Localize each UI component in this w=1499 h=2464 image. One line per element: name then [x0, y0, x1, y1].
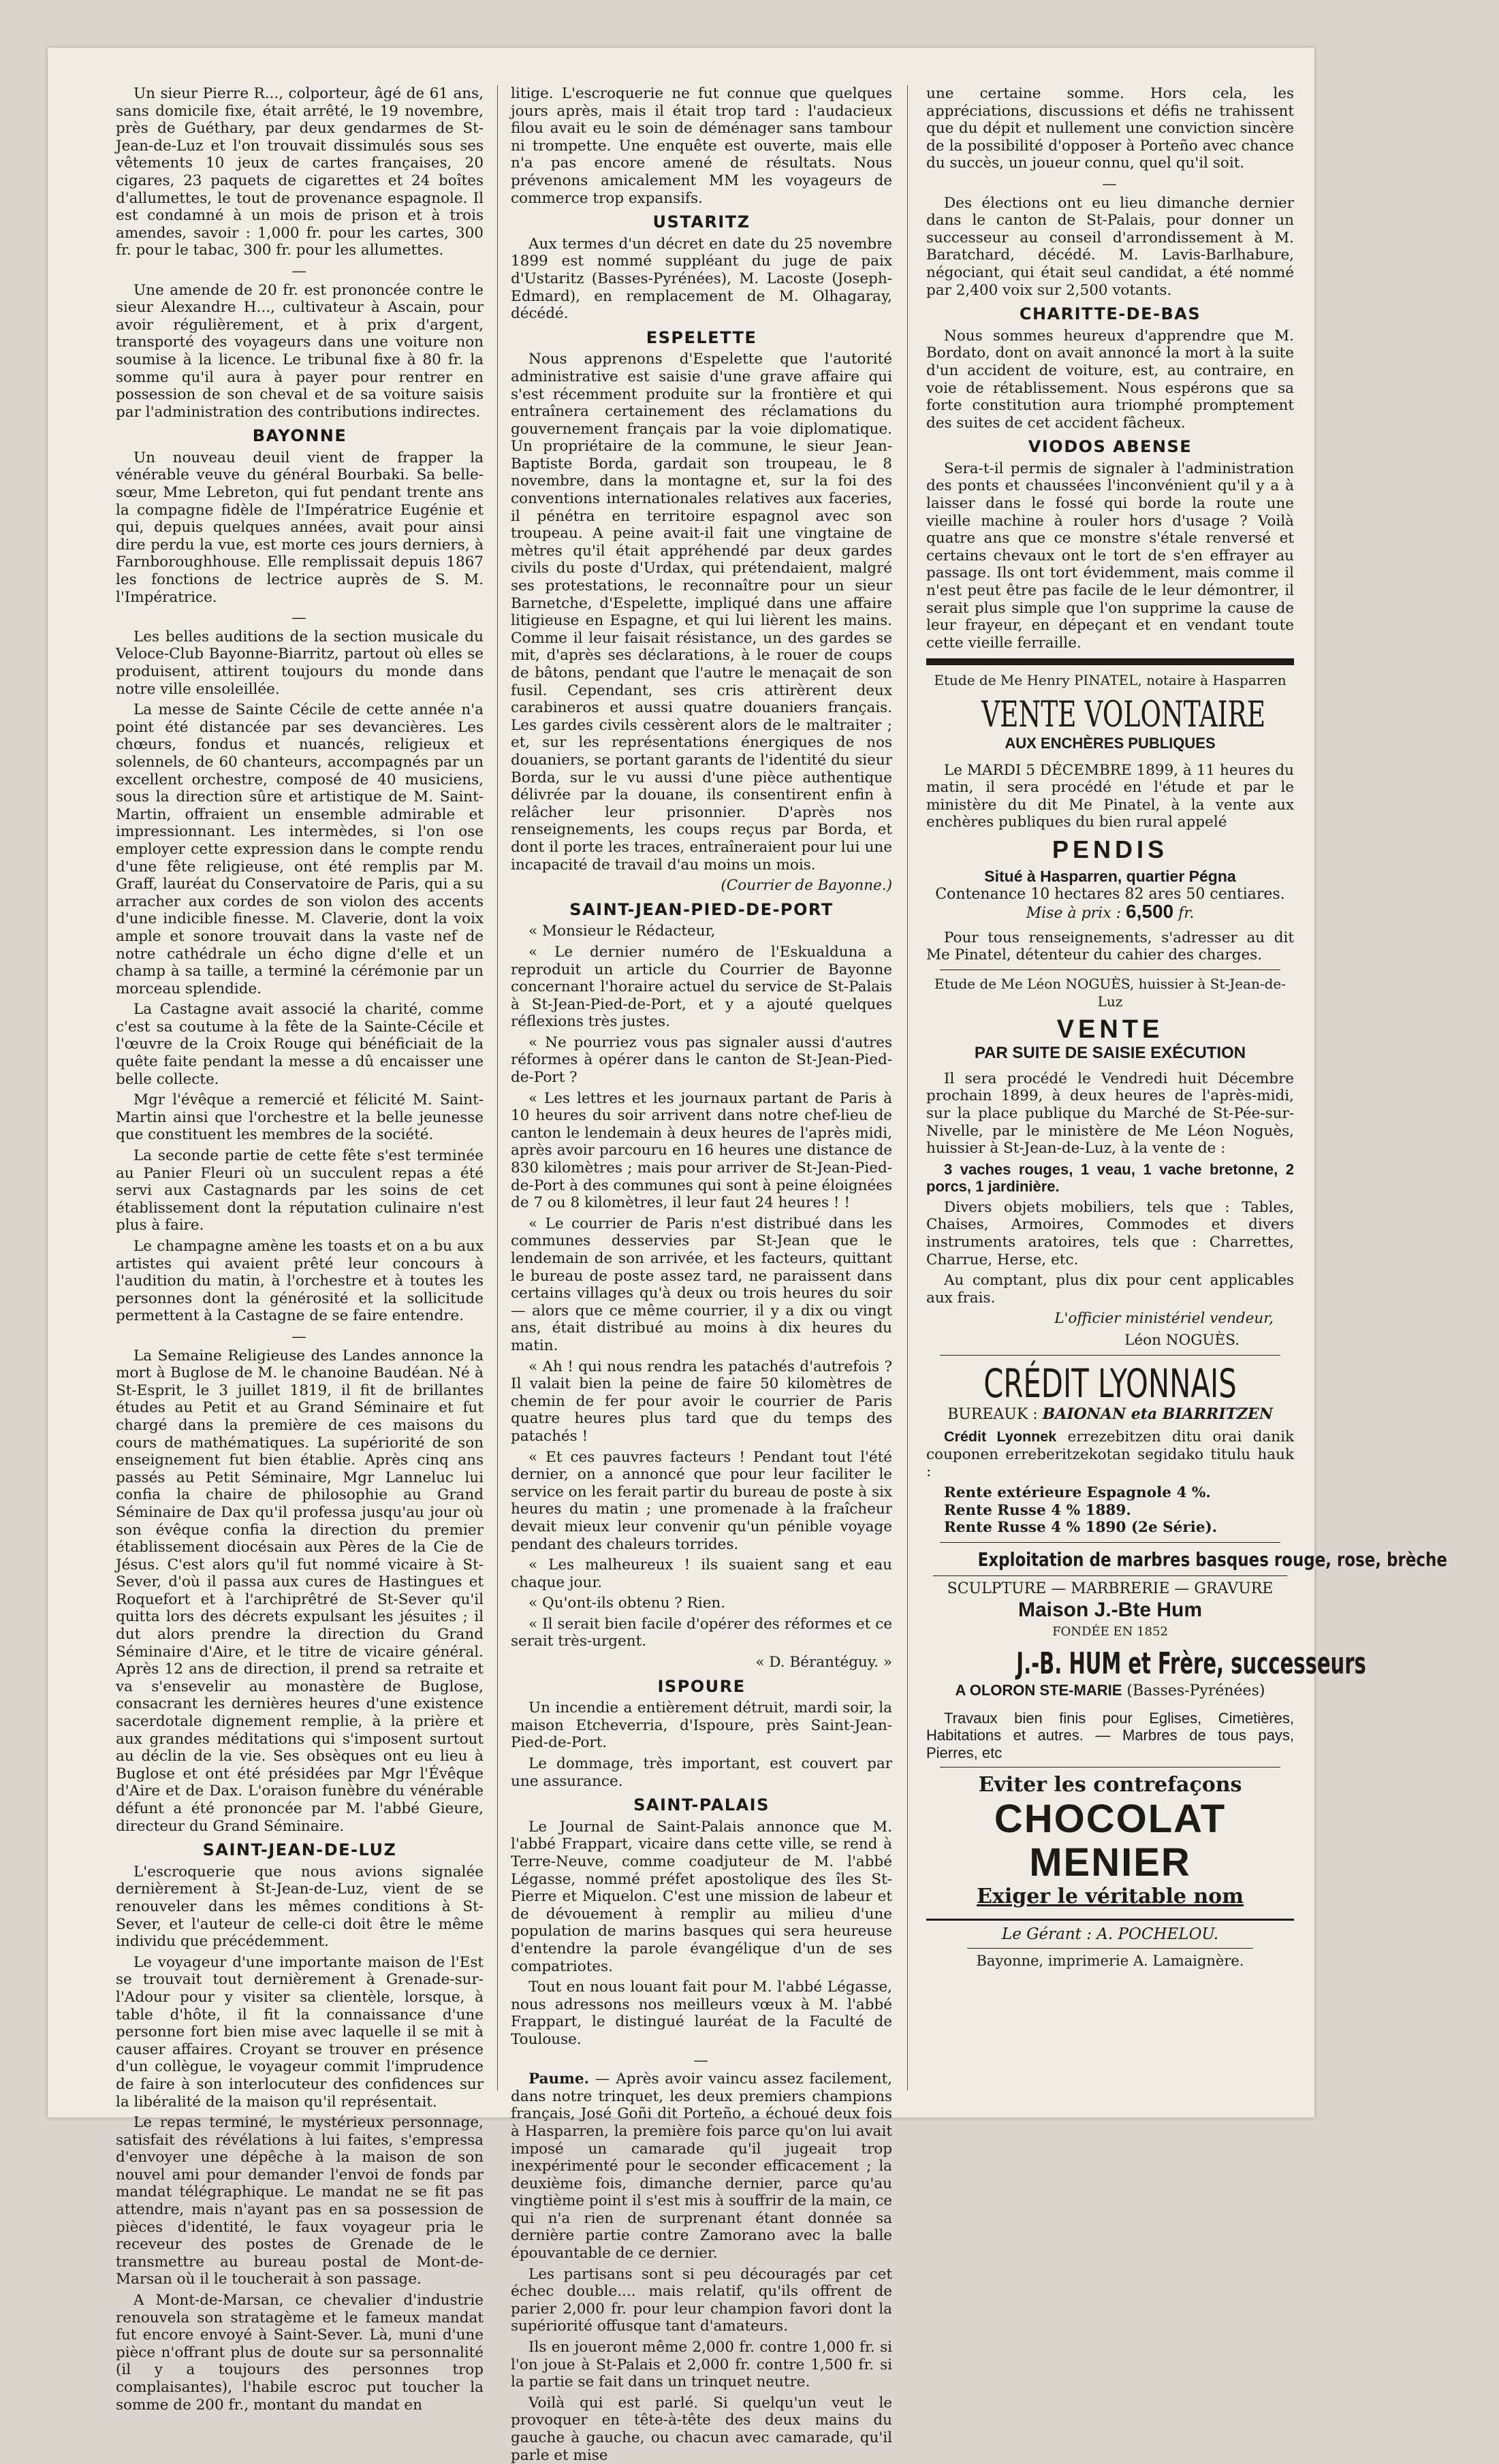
ad-body: Le MARDI 5 DÉCEMBRE 1899, à 11 heures du matin, il sera procédé en l'étude et par le ministère du dit Me Pinatel, à la vente aux enchères publiques du bien rural appelé — [926, 761, 1294, 831]
ad-text-lead: Crédit Lyonnek — [944, 1428, 1057, 1445]
ad-prix-unit: fr. — [1178, 905, 1195, 923]
ad-title: Exploitation de marbres basques rouge, rose, brèche — [977, 1548, 1447, 1571]
ad-exiger: Exiger le véritable nom — [977, 1885, 1244, 1909]
letter-signature: « D. Bérantéguy. » — [755, 1654, 892, 1671]
article-paragraph: Les partisans sont si peu découragés par cet échec double.... mais relatif, qu'ils offrent de parier 2,000 fr. pour leur champion favori dont la supériorité offusque tant d'amateurs. — [511, 2265, 892, 2335]
ad-info: Pour tous renseignements, s'adresser au dit Me Pinatel, détenteur du cahier des charges. — [926, 929, 1294, 964]
article-paragraph: une certaine somme. Hors cela, les appréciations, discussions et défis ne trahissent que du dépit et nullement une conviction sincère de la possibilité d'opposer à Porteño avec chance du succès, un joueur connu, quel qu'il soit. — [926, 85, 1294, 172]
section-heading-saint-palais: SAINT-PALAIS — [633, 1795, 770, 1815]
ad-rente: Rente Russe 4 % 1890 (2e Série). — [944, 1519, 1218, 1537]
article-paragraph: Un sieur Pierre R..., colporteur, âgé de 61 ans, sans domicile fixe, était arrêté, le 19 novembre, près de Guéthary, par deux gendarmes de St-Jean-de-Luz et l'on trouvait dissimulés sous ses vêtements 10 jeux de cartes françaises, 20 cigares, 23 paquets de cigarettes et 24 boîtes d'allumettes, le tout de provenance espagnole. Il est condamné à un mois de prison et à trois amendes, savoir : 1,000 fr. pour les cartes, 300 fr. pour le tabac, 300 fr. pour les allumettes. — [116, 85, 484, 259]
separator: — — [291, 262, 308, 280]
article-paragraph: La Semaine Religieuse des Landes annonce la mort à Buglose de M. le chanoine Baudéan. Né à St-Esprit, le 3 juillet 1819, il fit de brillantes études au Petit et au Grand Séminaire et fut chargé dans la première de ces maisons du cours de mathématiques. La supériorité de son enseignement fut bien établie. Après cinq ans passés au Petit Séminaire, Mgr Lanneluc lui confia la chaire de philosophie au Grand Séminaire de Dax qu'il professa jusqu'au jour où son évêque confia la direction du premier établissement diocésain aux Pères de la Cie de Jésus. C'est alors qu'il fut nommé vicaire à St-Sever, d'où il passa aux cures de Hastingues et Roquefort et à l'archiprêtré de St-Sever qu'il quitta lors des décrets expulsant les jésuites ; il dut alors prendre la direction du Grand Séminaire d'Aire, et le titre de vicaire général. Après 12 ans de direction, il prend sa retraite et va s'ensevelir au monastère de Buglose, consacrant les dernières heures d'une existence sacerdotale dignement remplie, à la prière et aux grandes méditations qui s'imposent surtout au déclin de la vie. Ses obsèques ont eu lieu à Buglose et ont été présidées par Mgr l'Évêque d'Aire et de Dax. L'oraison funèbre du vénérable défunt a été prononcée par M. l'abbé Gieure, directeur du Grand Séminaire. — [116, 1347, 484, 1835]
ad-text — [926, 1428, 1294, 1481]
ad-etude: Etude de Me Léon NOGUÈS, huissier à St-Jean-de-Luz — [934, 975, 1287, 1010]
article-paragraph: Le voyageur d'une importante maison de l'Est se trouvait tout dernièrement à Grenade-sur-l'Adour pour y visiter sa clientèle, lorsque, à table d'hôte, il fit la connaissance d'une personne fort bien mise avec laquelle il se mit à causer affaires. Croyant se trouver en présence d'un collègue, le voyageur commit l'imprudence de faire à son interlocuteur des confidences sur la libéralité de la maison qu'il représentait. — [116, 1953, 484, 2111]
column-2 — [511, 85, 893, 2464]
article-paragraph: Un incendie a entièrement détruit, mardi soir, la maison Etcheverria, d'Ispoure, près Saint-Jean-Pied-de-Port. — [511, 1699, 892, 1752]
article-paragraph: « Monsieur le Rédacteur, — [528, 923, 716, 940]
ad-lieu-dep: (Basses-Pyrénées) — [1126, 1682, 1265, 1699]
section-heading-viodos-abense: VIODOS ABENSE — [1028, 437, 1193, 457]
ad-travaux: Travaux bien finis pour Eglises, Cimetières, Habitations et autres. — Marbres de tous pays, Pierres, etc — [926, 1709, 1294, 1761]
section-heading-ispoure: ISPOURE — [657, 1676, 746, 1696]
ad-divers: Divers objets mobiliers, tels que : Tables, Chaises, Armoires, Commodes et divers instruments aratoires, tels que : Charrettes, Charrue, Herse, etc. — [926, 1198, 1294, 1268]
column-rule — [907, 85, 908, 2090]
article-paragraph: Le champagne amène les toasts et on a bu aux artistes qui avaient prêté leur concours à l'audition du matin, à l'orchestre et à toutes les personnes dont la générosité et la sollicitude permettent à la Castagne de se faire entendre. — [116, 1238, 484, 1325]
article-paragraph: Sera-t-il permis de signaler à l'administration des ponts et chaussées l'inconvénient qu'il y a à laisser dans le fossé qui borde la route une vieille machine à rouler hors d'usage ? Voilà quatre ans que ce monstre s'étale renversé et certains chevaux ont le tort de s'en effrayer au passage. Ils ont tort évidemment, mais comme il n'est peut être pas facile de le leur démontrer, il serait plus simple que l'on supprime la cause de leur frayeur, en dépeçant et en vendant toute cette vieille ferraille. — [926, 460, 1294, 652]
ad-vente-saisie — [926, 976, 1294, 1349]
ad-chocolat-menier — [926, 1773, 1294, 1909]
column-rule — [497, 85, 498, 2090]
ad-officier: L'officier ministériel vendeur, — [1054, 1310, 1274, 1328]
ad-prix-label: Mise à prix : — [1026, 905, 1122, 923]
article-paragraph: La Castagne avait associé la charité, comme c'est sa coutume à la fête de la Sainte-Cécile et l'œuvre de la Croix Rouge qui bénéficiait de la quête faite pendant la messe a dû encaisser une belle collecte. — [116, 1001, 484, 1088]
ad-lieu-city: A OLORON STE-MARIE — [955, 1681, 1122, 1699]
article-paragraph: « Ne pourriez vous pas signaler aussi d'autres réformes à opérer dans le canton de St-Jean-Pied-de-Port ? — [511, 1034, 892, 1087]
separator: — — [291, 1328, 308, 1345]
article-paragraph: Le repas terminé, le mystérieux personnage, satisfait des révélations à lui faites, s'empressa d'envoyer une dépêche à la maison de son nouvel ami pour demander l'envoi de fonds par mandat télégraphique. Le mandat ne se fit pas attendre, mais n'ayant pas en sa possession de pièces d'identité, le faux voyageur pria le receveur des postes de Grenade de le transmettre au bureau postal de Mont-de-Marsan où il le toucherait à son passage. — [116, 2114, 484, 2288]
article-paragraph: Aux termes d'un décret en date du 25 novembre 1899 est nommé suppléant du juge de paix d'Ustaritz (Basses-Pyrénées), M. Lacoste (Joseph-Edmard), en remplacement de M. Olhagaray, décédé. — [511, 235, 892, 323]
article-paragraph: « Ah ! qui nous rendra les patachés d'autrefois ? Il valait bien la peine de faire 50 kilomètres de chemin de fer pour avoir le courrier de Paris quatre heures plus tard que du temps des patachés ! — [511, 1358, 892, 1445]
ad-separator — [933, 1575, 1287, 1576]
article-paragraph: « Les malheureux ! ils suaient sang et eau chaque jour. — [511, 1556, 892, 1591]
ad-vente-volontaire — [926, 672, 1294, 964]
section-heading-ustaritz: USTARITZ — [652, 212, 751, 232]
ad-rente: Rente Russe 4 % 1889. — [944, 1501, 1131, 1519]
ad-text-body: errezebitzen ditu orai danik couponen erreberitzekotan segidako titulu hauk : — [926, 1428, 1294, 1481]
paume-text: — Après avoir vaincu assez facilement, dans notre trinquet, les deux premiers champions français, José Goñi dit Porteño, a échoué deux fois à Hasparren, la première fois parce qu'on lui avait imposé un camarade qu'il jugeait trop inexpérimenté pour le seconder efficacement ; la deuxième fois, dimanche dernier, parce qu'au vingtième point il s'est mis à souffrir de la main, ce qui n'a rien de surprenant étant donnée sa dernière partie contre Zamorano avec la balle épouvantable de ce dernier. — [511, 2070, 893, 2262]
article-paragraph: Les belles auditions de la section musicale du Veloce-Club Bayonne-Biarritz, partout où elles se produisent, attirent toujours du monde dans notre ville ensoleillée. — [116, 628, 484, 698]
ad-credit-lyonnais — [926, 1361, 1294, 1537]
ad-bureaux-label: BUREAUK : — [947, 1405, 1038, 1423]
ad-subtitle: AUX ENCHÈRES PUBLIQUES — [1005, 735, 1216, 752]
ad-menier: MENIER — [1029, 1840, 1191, 1885]
ad-lieu — [926, 1682, 1294, 1700]
ad-line: SCULPTURE — MARBRERIE — GRAVURE — [947, 1580, 1274, 1597]
article-paragraph: « Qu'ont-ils obtenu ? Rien. — [528, 1595, 726, 1612]
ad-separator — [940, 1355, 1280, 1356]
article-paragraph: Voilà qui est parlé. Si quelqu'un veut le provoquer en tête-à-tête des deux mains du gauche à gauche, ou chacun avec camarade, qu'il parle et mise — [511, 2394, 892, 2464]
article-paragraph: Une amende de 20 fr. est prononcée contre le sieur Alexandre H..., cultivateur à Ascain, pour avoir régulièrement, et à prix d'argent, transporté des voyageurs dans une voiture non soumise à la licence. Le tribunal fixe à 80 fr. la somme qu'il aura à payer pour rentrer en possession de son cheval et de sa voiture saisis par l'administration des contributions indirectes. — [116, 281, 484, 421]
ad-subtitle: PAR SUITE DE SAISIE EXÉCUTION — [974, 1044, 1246, 1063]
article-paragraph: Mgr l'évêque a remercié et félicité M. Saint-Martin ainsi que l'orchestre et la belle jeunesse que constituent les membres de la société. — [116, 1091, 484, 1144]
ad-property-name: PENDIS — [1052, 835, 1169, 863]
article-paragraph: litige. L'escroquerie ne fut connue que quelques jours après, mais il était trop tard : l'audacieux filou avait eu le soin de déménager sans tambour ni trompette. Une enquête est ouverte, mais elle n'a pas encore amené de résultats. Nous prévenons amicalement MM les voyageurs de commerce trop expansifs. — [511, 85, 892, 207]
section-heading-espelette: ESPELETTE — [646, 327, 757, 347]
ad-successeurs-wrap — [926, 1646, 1366, 1682]
ad-separator — [940, 1542, 1280, 1543]
article-paragraph: Le Journal de Saint-Palais annonce que M. l'abbé Frappart, vicaire dans cette ville, se rend à Terre-Neuve, comme coadjuteur de M. l'abbé Légasse, nommé préfet apostolique des îles St-Pierre et Miquelon. C'est une mission de labeur et de dévouement à remplir au milieu d'une population de marins basques qui sera heureuse d'entendre la parole évangélique d'un de ses compatriotes. — [511, 1818, 892, 1975]
article-paragraph: « Les lettres et les journaux partant de Paris à 10 heures du soir arrivent dans notre chef-lieu de canton le lendemain à deux heures de l'après midi, après avoir parcouru en 16 heures une distance de 830 kilomètres ; mais pour arriver de St-Jean-Pied-de-Port à des communes qui sont à peine éloignées de 7 ou 8 kilomètres, il leur faut 24 heures ! ! — [511, 1089, 892, 1212]
ad-etude: Etude de Me Henry PINATEL, notaire à Hasparren — [934, 672, 1287, 689]
imprimerie: Bayonne, imprimerie A. Lamaignère. — [976, 1952, 1244, 1969]
article-paragraph: « Le courrier de Paris n'est distribué dans les communes desservies par St-Jean que le lendemain de son arrivée, et les facteurs, quittant le bureau de poste assez tard, ne paraissent dans certains villages qu'à deux ou trois heures du soir — alors que ce même courrier, il y a dix ou vingt ans, était distribué au moins à dix heures du matin. — [511, 1215, 892, 1354]
article-paragraph: « Le dernier numéro de l'Eskualduna a reproduit un article du Courrier de Bayonne concernant l'horaire actuel du service de St-Palais à St-Jean-Pied-de-Port, et y a ajouté quelques réflexions très justes. — [511, 943, 892, 1031]
thick-rule — [926, 1919, 1294, 1921]
section-heading-saint-jean-de-luz: SAINT-JEAN-DE-LUZ — [202, 1840, 397, 1860]
article-paragraph: « Il serait bien facile d'opérer des réformes et ce serait très-urgent. — [511, 1615, 892, 1650]
article-paragraph: Nous apprenons d'Espelette que l'autorité administrative est saisie d'une grave affaire qui s'est récemment produite sur la frontière et qui entraînera certainement des réclamations du gouvernement français par la voie diplomatique. Un propriétaire de la commune, le sieur Jean-Baptiste Borda, gardait son troupeau, le 8 novembre, dans la montagne et, sur la foi des conventions internationales relatives aux faceries, il pénétra en territoire espagnol avec son troupeau. A peine avait-il fait une vingtaine de mètres qu'il était appréhendé par deux gardes civils du poste d'Urdax, qui prétendaient, malgré ses protestations, le reconnaître pour un sieur Barnetche, d'Espelette, impliqué dans une affaire litigieuse en Espagne, et qui lui lièrent les mains. Comme il leur faisait résistance, un des gardes se mit, d'après ses déclarations, à le rouer de coups de bâtons, pendant que l'autre le menaçait de son fusil. Cependant, ses cris attirèrent deux carabineros et aussi quatre douaniers français. Les gardes civils cessèrent alors de le maltraiter ; et, sur les représentations énergiques de nos douaniers, se portant garants de l'identité du sieur Borda, sur le vu aussi d'une pièce authentique délivrée par la douane, ils consentirent enfin à relâcher leur prisonnier. D'après nos renseignements, les coups reçus par Borda, et dont il porte les traces, entraîneraient pour lui une incapacité de travail d'au moins un mois. — [511, 351, 892, 874]
article-paragraph: L'escroquerie que nous avions signalée dernièrement à St-Jean-de-Luz, vient de se renouveler dans les mêmes conditions à St-Sever, et l'auteur de celle-ci doit être le même individu que précédemment. — [116, 1863, 484, 1951]
ad-title: VENTE VOLONTAIRE — [981, 694, 1266, 735]
article-paragraph: Le dommage, très important, est couvert par une assurance. — [511, 1755, 892, 1790]
separator: — — [1102, 175, 1118, 193]
article-paragraph: Des élections ont eu lieu dimanche dernier dans le canton de St-Palais, pour donner un successeur au conseil d'arrondissement à M. Baratchard, décédé. M. Lavis-Barlhabure, négociant, qui était seul candidat, a été nommé par 2,400 voix sur 2,500 votants. — [926, 194, 1294, 299]
footer-separator — [967, 1948, 1253, 1949]
ad-contenance: Contenance 10 hectares 82 ares 50 centiares. — [935, 885, 1285, 903]
article-paragraph: Un nouveau deuil vient de frapper la vénérable veuve du général Bourbaki. Sa belle-sœur, Mme Lebreton, qui fut pendant trente ans la compagne fidèle de l'Impératrice Eugénie et qui, depuis quelques années, avait pour ainsi dire perdu la vue, est morte ces jours derniers, à Farnboroughhouse. Elle remplissait depuis 1867 les fonctions de lectrice auprès de S. M. l'Impératrice. — [116, 449, 484, 606]
ad-fondee: FONDÉE EN 1852 — [1052, 1625, 1168, 1639]
ad-title-wrap — [926, 1548, 1447, 1571]
ad-successeurs: J.-B. HUM et Frère, successeurs — [1016, 1646, 1366, 1681]
ad-maison: Maison J.-Bte Hum — [1017, 1599, 1203, 1622]
separator: — — [693, 2051, 710, 2069]
article-paragraph: A Mont-de-Marsan, ce chevalier d'industrie renouvela son stratagème et le fameux mandat fut encore envoyé à Saint-Sever. Là, muni d'une pièce n'offrant plus de doute sur sa personnalité (il y a toujours des personnes trop complaisantes), l'habile escroc put toucher la somme de 200 fr., montant du mandat en — [116, 2292, 484, 2414]
ad-situe: Situé à Hasparren, quartier Pégna — [984, 867, 1236, 885]
article-paragraph: La messe de Sainte Cécile de cette année n'a point été distancée par ses devancières. Les chœurs, fondus et nuancés, religieux et solennels, de 60 chanteurs, accompagnés par un excellent orchestre, composé de 40 musiciens, sous la direction sûre et artistique de M. Saint-Martin, offraient un ensemble admirable et impressionnant. Les intermèdes, si l'on ose employer cette expression dans le compte rendu d'une fête religieuse, ont été remplis par M. Graff, lauréat du Conservatoire de Paris, qui a su arracher aux cordes de son violon des accents d'une indicible finesse. M. Claverie, dont la voix ample et sonore trouvait dans la vaste nef de notre cathédrale un écho digne d'elle et un champ à sa taille, a terminé la cérémonie par un morceau splendide. — [116, 701, 484, 997]
column-3 — [926, 85, 1447, 2090]
ad-comptant: Au comptant, plus dix pour cent applicables aux frais. — [926, 1272, 1294, 1307]
ad-rente: Rente extérieure Espagnole 4 %. — [944, 1484, 1211, 1501]
ad-items: 3 vaches rouges, 1 veau, 1 vache bretonne, 2 porcs, 1 jardinière. — [926, 1160, 1294, 1196]
ad-body: Il sera procédé le Vendredi huit Décembre prochain 1899, à deux heures de l'après-midi, sur la place publique du Marché de St-Pée-sur-Nivelle, par le ministère de Me Léon Noguès, huissier à St-Jean-de-Luz, à la vente de : — [926, 1070, 1294, 1157]
ad-prix — [926, 903, 1294, 923]
article-paragraph: La seconde partie de cette fête s'est terminée au Panier Fleuri où un succulent repas a été servi aux Castagnards par les soins de cet établissement dont la réputation culinaire n'est plus à faire. — [116, 1147, 484, 1234]
article-paragraph: Nous sommes heureux d'apprendre que M. Bordato, dont on avait annoncé la mort à la suite d'un accident de voiture, est, au contraire, en voie de rétablissement. Nous espérons que sa forte constitution aura triomphé promptement des suites de cet accident fâcheux. — [926, 327, 1294, 432]
paume-label: Paume. — [528, 2070, 590, 2088]
article-paragraph: Tout en nous louant fait pour M. l'abbé Légasse, nous adressons nos meilleurs vœux à M. l'abbé Frappart, le distingué lauréat de la Faculté de Toulouse. — [511, 1979, 892, 2048]
ad-bureaux-value: BAIONAN eta BIARRITZEN — [1042, 1405, 1273, 1423]
ad-eviter: Eviter les contrefaçons — [978, 1773, 1242, 1797]
section-heading-bayonne: BAYONNE — [252, 426, 347, 446]
article-paragraph: Ils en joueront même 2,000 fr. contre 1,000 fr. si l'on joue à St-Palais et 2,000 fr. contre 1,500 fr. si la partie se fait dans un trinquet neutre. — [511, 2339, 892, 2391]
ad-title-wrap — [926, 695, 1294, 735]
separator: — — [291, 609, 308, 627]
section-heading-saint-jean-pied-de-port: SAINT-JEAN-PIED-DE-PORT — [569, 899, 834, 919]
article-paragraph-paume — [511, 2070, 892, 2262]
article-paragraph: « Et ces pauvres facteurs ! Pendant tout l'été dernier, on a annoncé que pour leur faciliter le service on les ferait partir du bureau de poste à six heures du matin ; une promenade à la fraîcheur devait mieux leur convenir qu'un pénible voyage pendant des chaleurs torrides. — [511, 1448, 892, 1553]
ad-title-wrap — [926, 1361, 1294, 1406]
gerant: Le Gérant : A. POCHELOU. — [1001, 1925, 1219, 1944]
ad-signature: Léon NOGUÈS. — [1124, 1332, 1240, 1349]
thick-rule — [926, 658, 1294, 665]
ad-chocolat: CHOCOLAT — [994, 1797, 1227, 1842]
ad-bureaux — [926, 1406, 1294, 1424]
ad-prix-value: 6,500 — [1126, 901, 1174, 923]
ad-title: VENTE — [1056, 1015, 1164, 1044]
ad-marbrerie — [926, 1548, 1447, 1762]
article-source: (Courrier de Bayonne.) — [721, 877, 892, 895]
section-heading-charitte-de-bas: CHARITTE-DE-BAS — [1019, 304, 1201, 324]
column-1 — [116, 85, 484, 2414]
newspaper-page — [48, 48, 1447, 2464]
ad-title: CRÉDIT LYONNAIS — [983, 1360, 1237, 1407]
